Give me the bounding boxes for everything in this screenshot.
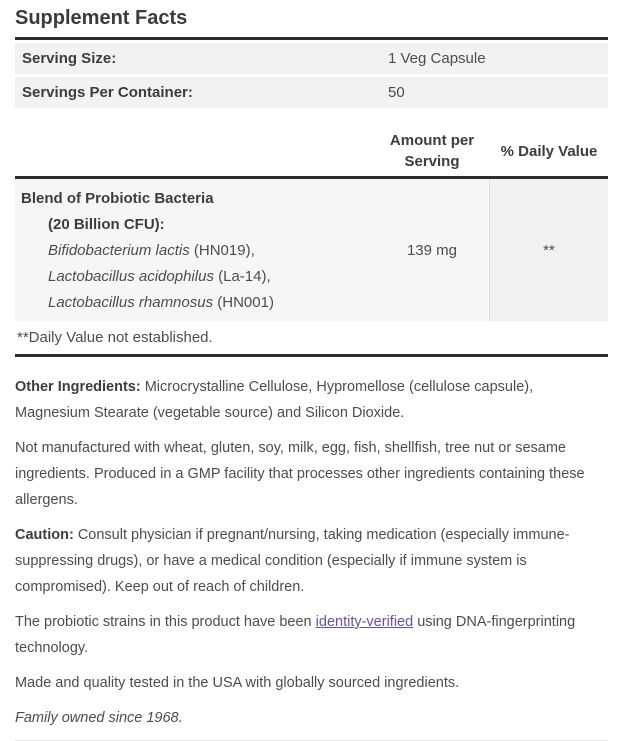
strain-code: (HN019),	[189, 242, 255, 259]
strain-species: Lactobacillus rhamnosus	[48, 294, 214, 311]
family-owned-paragraph: Family owned since 1968.	[15, 710, 183, 726]
servings-per-container-value: 50	[388, 84, 405, 101]
blend-amount: 139 mg	[406, 242, 458, 259]
daily-value-footnote: **Daily Value not established.	[17, 329, 213, 346]
strain-line	[21, 290, 489, 316]
allergen-paragraph: Not manufactured with wheat, gluten, soy, milk, egg, fish, shellfish, tree nut or sesame ingredients. Produced in a GMP facility that processes other ingredients containing these allergens.	[15, 440, 585, 508]
serving-size-value: 1 Veg Capsule	[388, 50, 486, 67]
other-ingredients-paragraph	[15, 374, 608, 426]
strain-code: (La-14),	[213, 268, 271, 285]
column-header-row	[15, 126, 608, 176]
strain-species: Lactobacillus acidophilus	[48, 268, 214, 285]
blend-name-line1: Blend of Probiotic Bacteria	[21, 190, 214, 207]
strain-species: Bifidobacterium lactis	[48, 242, 190, 259]
amount-per-serving-header: Amount per Serving	[389, 132, 475, 170]
verify-text-post: using DNA-fingerprinting technology.	[15, 614, 576, 656]
caution-paragraph	[15, 522, 608, 600]
strain-code: (HN001)	[213, 294, 274, 311]
servings-per-container-label: Servings Per Container:	[22, 84, 193, 101]
blend-row	[15, 179, 608, 321]
top-divider	[15, 37, 608, 40]
blend-name-line2: (20 Billion CFU):	[48, 216, 165, 233]
made-in-usa-paragraph: Made and quality tested in the USA with globally sourced ingredients.	[15, 675, 460, 691]
other-ingredients-label: Other Ingredients:	[15, 379, 141, 395]
blend-daily-value: **	[543, 242, 555, 259]
strain-line	[21, 264, 489, 290]
serving-size-row	[15, 43, 608, 74]
bottom-table-divider	[15, 354, 608, 357]
percent-daily-value-header: % Daily Value	[500, 142, 598, 160]
blend-daily-value-cell	[489, 179, 608, 321]
verify-text-pre: The probiotic strains in this product have been	[15, 614, 316, 630]
page-title: Supplement Facts	[15, 7, 188, 29]
identity-verified-link[interactable]: identity-verified	[315, 614, 414, 630]
other-ingredients-text: Microcrystalline Cellulose, Hypromellose (cellulose capsule), Magnesium Stearate (vegetable source) and Silicon Dioxide.	[15, 379, 534, 421]
serving-size-label: Serving Size:	[22, 50, 117, 67]
caution-text: Consult physician if pregnant/nursing, taking medication (especially immune-suppressing drugs), or have a medical condition (especially if immune system is compromised). Keep out of reach of children.	[15, 527, 570, 595]
servings-per-container-row	[15, 77, 608, 108]
identity-verified-paragraph	[15, 609, 608, 661]
label-body-copy	[15, 374, 608, 731]
caution-label: Caution:	[15, 527, 74, 543]
